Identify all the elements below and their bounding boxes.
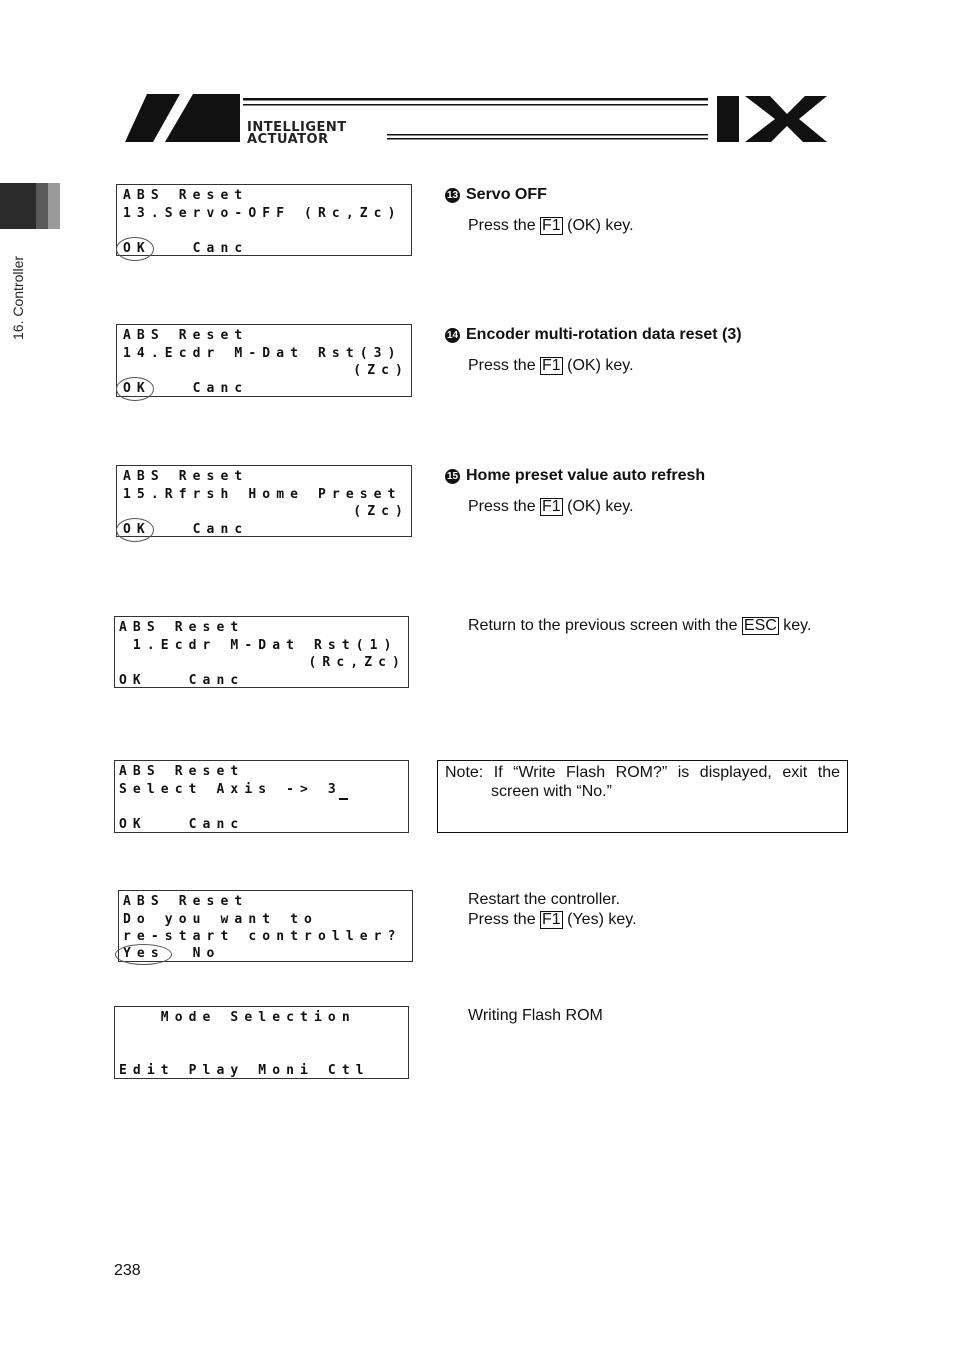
logo-text-actuator: ACTUATOR bbox=[247, 132, 329, 147]
lcd-screen-servo-off bbox=[116, 184, 412, 256]
step-15-heading bbox=[445, 467, 705, 485]
text: Press the bbox=[468, 498, 541, 515]
lcd-screen-encoder-reset bbox=[116, 324, 412, 397]
text: (Yes) key. bbox=[562, 911, 637, 928]
text: (OK) key. bbox=[562, 357, 634, 374]
yes-highlight-circle bbox=[115, 944, 172, 965]
restart-line-1: Restart the controller. bbox=[468, 891, 621, 908]
note-box bbox=[437, 760, 848, 833]
step-number-badge: 15 bbox=[446, 471, 459, 482]
note-line-2: screen with “No.” bbox=[491, 783, 612, 800]
lcd-line: Edit Play Moni Ctl bbox=[119, 1063, 370, 1078]
text: Press the bbox=[468, 217, 541, 234]
lcd-screen-encoder-reset-1 bbox=[114, 616, 409, 688]
lcd-line: Yes No bbox=[123, 946, 221, 961]
step-number-badge: 13 bbox=[446, 190, 459, 201]
lcd-line: ABS Reset bbox=[119, 764, 245, 779]
esc-key-label: ESC bbox=[743, 617, 777, 634]
lcd-line: 15.Rfrsh Home Preset bbox=[123, 487, 402, 502]
text: (OK) key. bbox=[562, 498, 634, 515]
lcd-line: OK Canc bbox=[123, 381, 249, 396]
lcd-line: re-start controller? bbox=[123, 929, 402, 944]
lcd-line: 14.Ecdr M-Dat Rst(3) bbox=[123, 346, 402, 361]
lcd-line: ABS Reset bbox=[123, 188, 249, 203]
text: key. bbox=[778, 617, 812, 634]
lcd-screen-mode-selection bbox=[114, 1006, 409, 1079]
company-logo bbox=[125, 94, 830, 146]
lcd-line: OK Canc bbox=[119, 817, 245, 832]
note-line-1: Note: If “Write Flash ROM?” is displayed, exit the bbox=[445, 764, 840, 781]
step-15-instruction bbox=[468, 498, 634, 516]
text: Return to the previous screen with the bbox=[468, 617, 742, 634]
ok-highlight-circle bbox=[116, 518, 154, 542]
lcd-line: ABS Reset bbox=[123, 328, 249, 343]
step-title: Encoder multi-rotation data reset (3) bbox=[466, 326, 742, 343]
step-number-badge: 14 bbox=[446, 330, 459, 341]
return-instruction bbox=[468, 617, 811, 635]
step-title: Servo OFF bbox=[466, 186, 547, 203]
lcd-line: ABS Reset bbox=[119, 620, 245, 635]
writing-flash-text: Writing Flash ROM bbox=[468, 1007, 603, 1024]
lcd-screen-home-preset bbox=[116, 465, 412, 537]
lcd-line: OK Canc bbox=[123, 522, 249, 537]
lcd-line: OK Canc bbox=[123, 241, 249, 256]
step-13-instruction bbox=[468, 217, 634, 235]
f1-key-label: F1 bbox=[542, 498, 561, 515]
ia-logo-mark bbox=[125, 94, 830, 146]
f1-key-label: F1 bbox=[542, 911, 561, 928]
ok-highlight-circle bbox=[116, 237, 154, 261]
lcd-screen-select-axis bbox=[114, 760, 409, 833]
lcd-line: (Rc,Zc) bbox=[308, 655, 406, 670]
text: Press the bbox=[468, 357, 541, 374]
text: Press the bbox=[468, 911, 541, 928]
chapter-label: 16. Controller bbox=[10, 255, 26, 340]
lcd-line: (Zc) bbox=[353, 363, 409, 378]
f1-key-label: F1 bbox=[542, 357, 561, 374]
lcd-line: Do you want to bbox=[123, 912, 318, 927]
step-title: Home preset value auto refresh bbox=[466, 467, 706, 484]
chapter-tab-marker bbox=[0, 183, 60, 229]
ok-highlight-circle bbox=[116, 377, 154, 401]
cursor-underline bbox=[339, 798, 348, 800]
lcd-screen-restart bbox=[118, 890, 413, 962]
lcd-line: 1.Ecdr M-Dat Rst(1) bbox=[119, 638, 398, 653]
text: (OK) key. bbox=[562, 217, 634, 234]
step-14-heading bbox=[445, 326, 742, 344]
lcd-line: OK Canc bbox=[119, 673, 245, 688]
lcd-line: 13.Servo-OFF (Rc,Zc) bbox=[123, 206, 402, 221]
lcd-line: (Zc) bbox=[353, 504, 409, 519]
f1-key-label: F1 bbox=[542, 217, 561, 234]
step-14-instruction bbox=[468, 357, 634, 375]
page-number: 238 bbox=[114, 1262, 141, 1279]
restart-instruction bbox=[468, 911, 637, 929]
lcd-line: Mode Selection bbox=[119, 1010, 356, 1025]
step-13-heading bbox=[445, 186, 547, 204]
lcd-line: ABS Reset bbox=[123, 894, 249, 909]
lcd-line: ABS Reset bbox=[123, 469, 249, 484]
lcd-line: Select Axis -> 3 bbox=[119, 782, 342, 797]
logo-text-intelligent: INTELLIGENT bbox=[247, 120, 347, 135]
